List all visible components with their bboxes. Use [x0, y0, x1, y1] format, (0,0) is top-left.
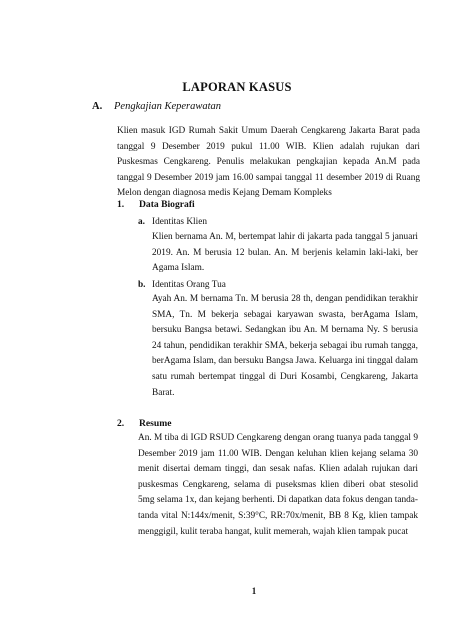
- data-biografi-title: Data Biografi: [139, 199, 195, 210]
- data-biografi-number: 1.: [117, 199, 125, 210]
- identitas-klien-paragraph: Klien bernama An. M, bertempat lahir di jakarta pada tanggal 5 januari 2019. An. M berusia 12 bulan. An. M berjenis kelamin laki-laki, ber Agama Islam.: [152, 232, 418, 274]
- section-a-label: A.: [92, 101, 103, 112]
- identitas-klien-label: a.: [138, 217, 145, 227]
- section-a-title: Pengkajian Keperawatan: [114, 101, 222, 112]
- resume-paragraph: An. M tiba di IGD RSUD Cengkareng dengan orang tuanya pada tanggal 9 Desember 2019 jam 11.00 WIB. Dengan keluhan klien kejang selama 30 menit disertai demam tinggi, dan sesak nafas. Klien adalah rujukan dari puskesmas Cengkareng, selama di puseksmas klien diberi obat stesolid 5mg selama 1x, dan kejang berhenti. Di dapatkan data fokus dengan tanda-tanda vital N:144x/menit, S:39°C, RR:70x/menit, BB 8 Kg, klien tampak menggigil, kulit teraba hangat, kulit memerah, wajah klien tampak pucat: [138, 433, 418, 537]
- section-a-heading: [92, 101, 221, 112]
- page-number: 1: [251, 586, 257, 596]
- identitas-ortu-title: Identitas Orang Tua: [152, 280, 226, 290]
- identitas-ortu-heading: [138, 280, 226, 290]
- intro-paragraph: Klien masuk IGD Rumah Sakit Umum Daerah Cengkareng Jakarta Barat pada tanggal 9 Desember 2019 pukul 11.00 WIB. Klien adalah rujukan dari Puskesmas Cengkareng. Penulis melakukan pengkajian kepada An.M pada tanggal 9 Desember 2019 jam 16.00 sampai tanggal 11 desember 2019 di Ruang Melon dengan diagnosa medis Kejang Demam Kompleks: [117, 126, 420, 199]
- resume-number: 2.: [117, 418, 125, 429]
- identitas-klien-title: Identitas Klien: [152, 217, 207, 227]
- identitas-ortu-paragraph: Ayah An. M bernama Tn. M berusia 28 th, dengan pendidikan terakhir SMA, Tn. M bekerja sebagai karyawan swasta, berAgama Islam, bersuku Bangsa betawi. Sedangkan ibu An. M bernama Ny. S berusia 24 tahun, pendidikan terakhir SMA, bekerja sebagai ibu rumah tangga, berAgama Islam, dan bersuku Bangsa Jawa. Keluarga ini tinggal dalam satu rumah bertempat tinggal di Duri Kosambi, Cengkareng, Jakarta Barat.: [152, 294, 419, 398]
- document-title: LAPORAN KASUS: [182, 80, 292, 94]
- data-biografi-heading: [117, 199, 195, 210]
- identitas-ortu-label: b.: [138, 280, 146, 290]
- identitas-klien-heading: [138, 217, 207, 227]
- resume-title: Resume: [139, 418, 172, 429]
- resume-heading: [117, 418, 172, 429]
